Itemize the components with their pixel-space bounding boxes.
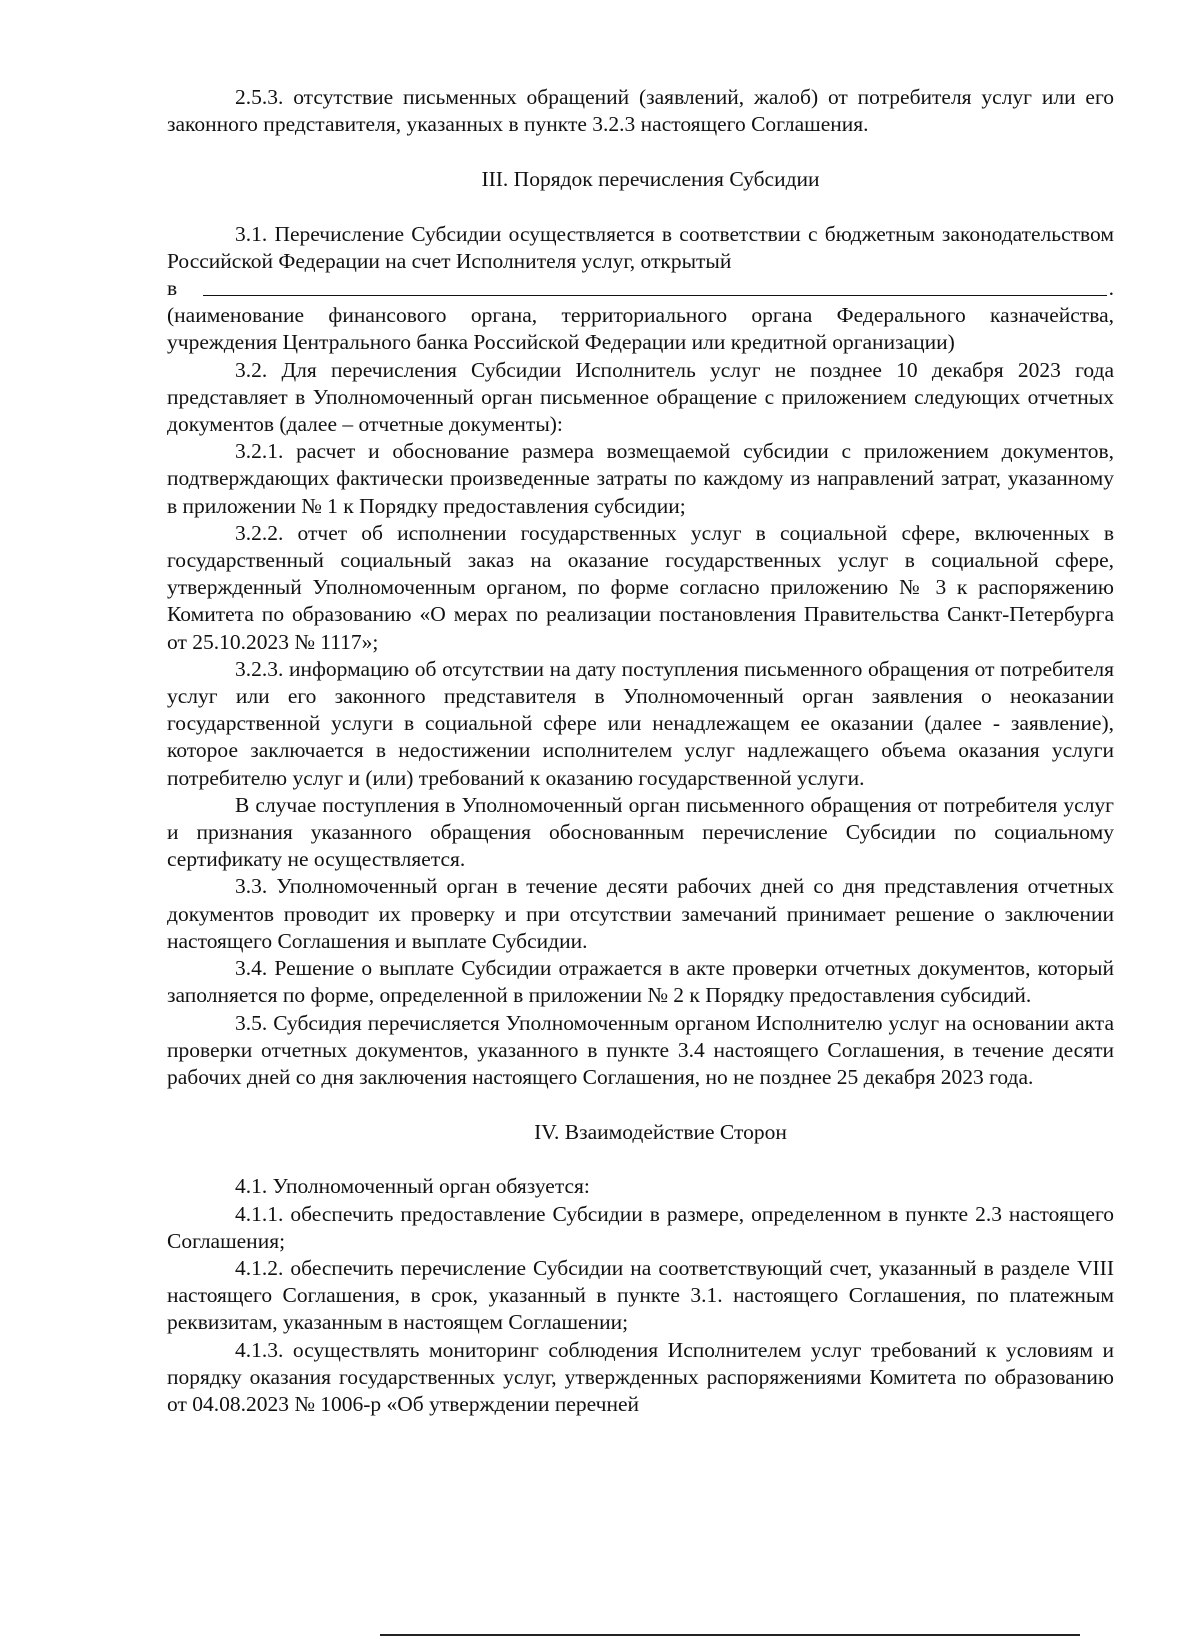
account-blank-prefix: в: [167, 276, 178, 301]
paragraph-3-3: 3.3. Уполномоченный орган в течение десяти рабочих дней со дня представления отчетных документов проводит их проверку и при отсутствии замечаний принимает решение о заключении настоящего Соглашения и выплате Субсидии.: [167, 874, 1114, 953]
account-blank-note: (наименование финансового органа, территориального органа Федерального казначейства, учреждения Центрального банка Российской Федерации или кредитной организации): [167, 303, 1114, 355]
paragraph-3-1: 3.1. Перечисление Субсидии осуществляется в соответствии с бюджетным законодательством Российской Федерации на счет Исполнителя услуг, открытый: [167, 221, 1114, 273]
section-heading-4: IV. Взаимодействие Сторон: [534, 1120, 787, 1145]
page-bottom-rule: [380, 1634, 1080, 1636]
paragraph-3-2-2: 3.2.2. отчет об исполнении государственных услуг в социальной сфере, включенных в государственный социальный заказ на оказание государственных услуг в социальной сфере, утвержденный Уполномоченным органом, по форме согласно приложению № 3 к распоряжению Комитета по образованию «О мерах по реализации постановления Правительства Санкт-Петербурга от 25.10.2023 № 1117»;: [167, 520, 1114, 654]
account-blank-end: .: [1108, 276, 1114, 301]
paragraph-2-5-3: 2.5.3. отсутствие письменных обращений (заявлений, жалоб) от потребителя услуг или его законного представителя, указанных в пункте 3.2.3 настоящего Соглашения.: [167, 85, 1114, 137]
paragraph-3-2-3: 3.2.3. информацию об отсутствии на дату поступления письменного обращения от потребителя услуг или его законного представителя в Уполномоченный орган заявления о неоказании государственной услуги в социальной сфере или ненадлежащем ее оказании (далее - заявление), которое заключается в недостижении исполнителем услуг надлежащего объема оказания услуги потребителю услуг и (или) требований к оказанию государственной услуги.: [167, 656, 1114, 790]
paragraph-4-1-3: 4.1.3. осуществлять мониторинг соблюдения Исполнителем услуг требований к условиям и порядку оказания государственных услуг, утвержденных распоряжениями Комитета по образованию от 04.08.2023 № 1006-р «Об утверждении перечней: [167, 1337, 1114, 1416]
account-blank-underline: [203, 294, 1106, 296]
paragraph-3-4: 3.4. Решение о выплате Субсидии отражается в акте проверки отчетных документов, который заполняется по форме, определенной в приложении № 2 к Порядку предоставления субсидий.: [167, 956, 1114, 1008]
paragraph-3-5: 3.5. Субсидия перечисляется Уполномоченным органом Исполнителю услуг на основании акта проверки отчетных документов, указанного в пункте 3.4 настоящего Соглашения, в течение десяти рабочих дней со дня заключения настоящего Соглашения, но не позднее 25 декабря 2023 года.: [167, 1010, 1114, 1089]
paragraph-4-1-1: 4.1.1. обеспечить предоставление Субсидии в размере, определенном в пункте 2.3 настоящего Соглашения;: [167, 1201, 1114, 1253]
account-blank-line: [167, 275, 1114, 302]
section-heading-3: III. Порядок перечисления Субсидии: [481, 167, 820, 192]
paragraph-3-2: 3.2. Для перечисления Субсидии Исполнитель услуг не позднее 10 декабря 2023 года представляет в Уполномоченный орган письменное обращение с приложением следующих отчетных документов (далее – отчетные документы):: [167, 357, 1114, 437]
paragraph-3-2-1: 3.2.1. расчет и обоснование размера возмещаемой субсидии с приложением документов, подтверждающих фактически произведенные затраты по каждому из направлений затрат, указанному в приложении № 1 к Порядку предоставления субсидии;: [167, 439, 1114, 518]
paragraph-4-1-2: 4.1.2. обеспечить перечисление Субсидии на соответствующий счет, указанный в разделе VIII настоящего Соглашения, в срок, указанный в пункте 3.1. настоящего Соглашения, по платежным реквизитам, указанным в настоящем Соглашении;: [167, 1255, 1114, 1335]
paragraph-case: В случае поступления в Уполномоченный орган письменного обращения от потребителя услуг и признания указанного обращения обоснованным перечисление Субсидии по социальному сертификату не осуществляется.: [167, 792, 1114, 872]
paragraph-4-1: 4.1. Уполномоченный орган обязуется:: [235, 1174, 590, 1199]
